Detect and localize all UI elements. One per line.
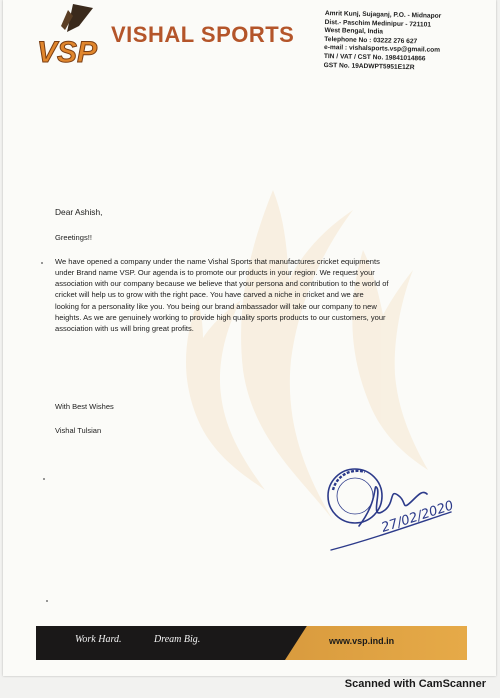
address-line: Telephone No : 03222 276 627: [324, 35, 418, 46]
address-line: Amrit Kunj, Sujaganj, P.O. - Midnapor: [324, 10, 442, 20]
scanner-watermark: Scanned with CamScanner: [344, 678, 486, 690]
letter-page: [3, 0, 496, 676]
scan-speck: [41, 262, 43, 264]
address-line: West Bengal, India: [324, 27, 384, 36]
stamp-date: 27/02/2020: [379, 498, 456, 536]
footer-tagline-dream: Dream Big.: [154, 634, 201, 645]
gst-line: GST No. 19ADWPT5951E1ZR: [323, 61, 415, 71]
letter-paragraph: We have opened a company under the name Vishal Sports that manufactures cricket equipments under Brand name VSP. Our agenda is to promote our products in your region. We request your association with our company because we believe that your persona and contribution to the world of cricket will help us to grow with the right pace. You have carved a niche in cricket and we are looking for a personality like you. You being our brand ambassador will take our company to new heights. As we are genuinely working to provide high quality sports products to our customers, your association with us will bring great profits.: [55, 256, 389, 334]
bird-watermark: [3, 0, 496, 676]
logo-text: VSP: [37, 36, 98, 69]
address-line: Dist.- Paschim Medinipur - 721101: [324, 18, 432, 29]
salutation: Dear Ashish,: [55, 207, 103, 217]
company-name: VISHAL SPORTS: [111, 22, 295, 47]
footer-tagline-work: Work Hard.: [75, 634, 122, 645]
signer-name: Vishal Tulsian: [55, 426, 102, 435]
company-stamp-signature: [319, 460, 469, 560]
footer-website: www.vsp.ind.in: [329, 636, 395, 646]
tin-line: TIN / VAT / CST No. 19841014866: [323, 52, 426, 63]
company-address: [324, 10, 495, 74]
letter-body: [55, 207, 455, 335]
greeting: Greetings!!: [55, 233, 92, 243]
email-line: e-mail : vishalsports.vsp@gmail.com: [323, 44, 441, 55]
closing: With Best Wishes: [55, 402, 114, 411]
scan-speck: [43, 478, 45, 480]
vsp-logo: [35, 2, 107, 72]
scan-speck: [46, 600, 48, 602]
